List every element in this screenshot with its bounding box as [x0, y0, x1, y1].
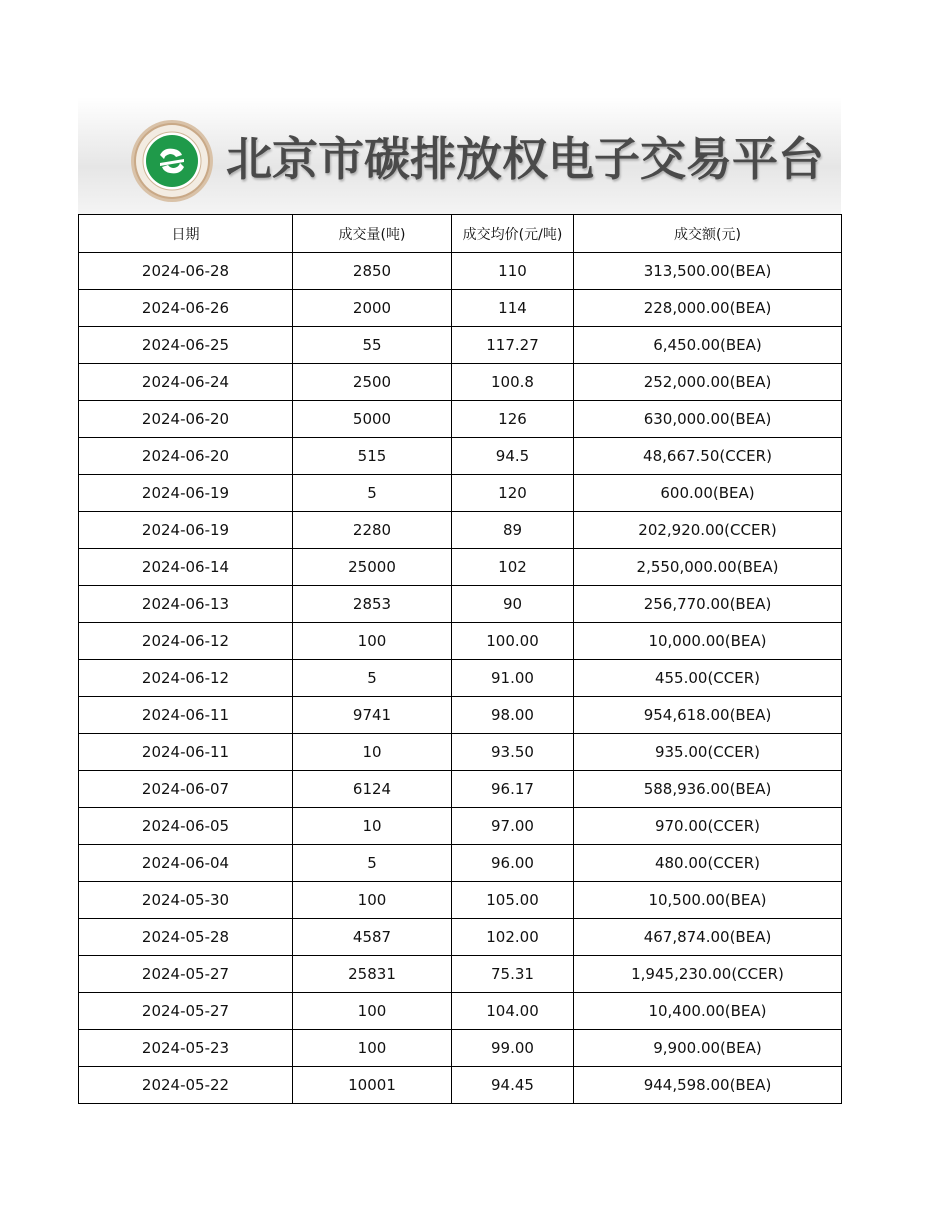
cell-turnover: 9,900.00(BEA): [574, 1030, 842, 1067]
cell-avg-price: 114: [452, 290, 574, 327]
cell-avg-price: 93.50: [452, 734, 574, 771]
cell-date: 2024-06-19: [79, 475, 293, 512]
table-row: [79, 290, 842, 327]
cell-turnover: 467,874.00(BEA): [574, 919, 842, 956]
header-avg-price: 成交均价(元/吨): [452, 215, 574, 253]
cell-volume: 2850: [293, 253, 452, 290]
table-row: [79, 993, 842, 1030]
cell-avg-price: 120: [452, 475, 574, 512]
beijing-carbon-exchange-seal-icon: [130, 119, 214, 203]
cell-avg-price: 98.00: [452, 697, 574, 734]
cell-volume: 2280: [293, 512, 452, 549]
table-row: [79, 364, 842, 401]
table-row: [79, 586, 842, 623]
cell-avg-price: 97.00: [452, 808, 574, 845]
transaction-table: [78, 214, 842, 1104]
platform-title: 北京市碳排放权电子交易平台: [226, 132, 824, 186]
table-row: [79, 327, 842, 364]
cell-date: 2024-05-22: [79, 1067, 293, 1104]
cell-turnover: 228,000.00(BEA): [574, 290, 842, 327]
cell-date: 2024-06-13: [79, 586, 293, 623]
cell-turnover: 48,667.50(CCER): [574, 438, 842, 475]
table-row: [79, 401, 842, 438]
cell-date: 2024-06-28: [79, 253, 293, 290]
table-row: [79, 1067, 842, 1104]
cell-volume: 100: [293, 1030, 452, 1067]
cell-avg-price: 100.8: [452, 364, 574, 401]
cell-volume: 9741: [293, 697, 452, 734]
header-volume: 成交量(吨): [293, 215, 452, 253]
cell-date: 2024-06-20: [79, 401, 293, 438]
table-row: [79, 771, 842, 808]
cell-turnover: 313,500.00(BEA): [574, 253, 842, 290]
cell-avg-price: 96.17: [452, 771, 574, 808]
table-row: [79, 956, 842, 993]
table-row: [79, 919, 842, 956]
cell-avg-price: 99.00: [452, 1030, 574, 1067]
cell-date: 2024-06-19: [79, 512, 293, 549]
header-turnover: 成交额(元): [574, 215, 842, 253]
cell-date: 2024-06-26: [79, 290, 293, 327]
table-row: [79, 882, 842, 919]
cell-volume: 6124: [293, 771, 452, 808]
cell-turnover: 10,400.00(BEA): [574, 993, 842, 1030]
cell-volume: 2853: [293, 586, 452, 623]
cell-date: 2024-06-05: [79, 808, 293, 845]
cell-avg-price: 96.00: [452, 845, 574, 882]
cell-turnover: 954,618.00(BEA): [574, 697, 842, 734]
table-row: [79, 512, 842, 549]
cell-turnover: 1,945,230.00(CCER): [574, 956, 842, 993]
cell-avg-price: 104.00: [452, 993, 574, 1030]
cell-volume: 5: [293, 845, 452, 882]
cell-date: 2024-06-11: [79, 697, 293, 734]
cell-avg-price: 94.5: [452, 438, 574, 475]
cell-date: 2024-06-25: [79, 327, 293, 364]
table-body: [79, 253, 842, 1104]
cell-volume: 25000: [293, 549, 452, 586]
cell-date: 2024-06-12: [79, 660, 293, 697]
cell-avg-price: 105.00: [452, 882, 574, 919]
cell-volume: 10: [293, 808, 452, 845]
cell-turnover: 10,000.00(BEA): [574, 623, 842, 660]
cell-avg-price: 75.31: [452, 956, 574, 993]
table-row: [79, 808, 842, 845]
cell-volume: 5000: [293, 401, 452, 438]
cell-date: 2024-06-20: [79, 438, 293, 475]
cell-date: 2024-06-24: [79, 364, 293, 401]
cell-turnover: 588,936.00(BEA): [574, 771, 842, 808]
cell-avg-price: 117.27: [452, 327, 574, 364]
cell-date: 2024-06-11: [79, 734, 293, 771]
cell-avg-price: 102.00: [452, 919, 574, 956]
cell-volume: 100: [293, 993, 452, 1030]
table-row: [79, 1030, 842, 1067]
cell-turnover: 10,500.00(BEA): [574, 882, 842, 919]
table-row: [79, 438, 842, 475]
cell-turnover: 2,550,000.00(BEA): [574, 549, 842, 586]
cell-date: 2024-06-07: [79, 771, 293, 808]
cell-turnover: 480.00(CCER): [574, 845, 842, 882]
cell-date: 2024-06-14: [79, 549, 293, 586]
table-row: [79, 697, 842, 734]
table-row: [79, 845, 842, 882]
cell-volume: 2000: [293, 290, 452, 327]
cell-turnover: 455.00(CCER): [574, 660, 842, 697]
cell-volume: 55: [293, 327, 452, 364]
cell-turnover: 6,450.00(BEA): [574, 327, 842, 364]
table-row: [79, 660, 842, 697]
cell-date: 2024-05-28: [79, 919, 293, 956]
table-row: [79, 253, 842, 290]
cell-volume: 2500: [293, 364, 452, 401]
table-row: [79, 734, 842, 771]
cell-date: 2024-05-27: [79, 993, 293, 1030]
cell-avg-price: 89: [452, 512, 574, 549]
cell-turnover: 600.00(BEA): [574, 475, 842, 512]
cell-volume: 5: [293, 475, 452, 512]
cell-avg-price: 110: [452, 253, 574, 290]
table-row: [79, 549, 842, 586]
cell-volume: 25831: [293, 956, 452, 993]
cell-turnover: 252,000.00(BEA): [574, 364, 842, 401]
table-row: [79, 623, 842, 660]
cell-date: 2024-06-12: [79, 623, 293, 660]
cell-avg-price: 94.45: [452, 1067, 574, 1104]
cell-volume: 10: [293, 734, 452, 771]
cell-turnover: 202,920.00(CCER): [574, 512, 842, 549]
table-header-row: [79, 215, 842, 253]
header-banner: [78, 97, 841, 214]
cell-avg-price: 102: [452, 549, 574, 586]
cell-turnover: 630,000.00(BEA): [574, 401, 842, 438]
cell-turnover: 256,770.00(BEA): [574, 586, 842, 623]
cell-date: 2024-05-30: [79, 882, 293, 919]
cell-volume: 10001: [293, 1067, 452, 1104]
header-date: 日期: [79, 215, 293, 253]
table-row: [79, 475, 842, 512]
cell-volume: 515: [293, 438, 452, 475]
cell-avg-price: 100.00: [452, 623, 574, 660]
cell-turnover: 970.00(CCER): [574, 808, 842, 845]
cell-date: 2024-06-04: [79, 845, 293, 882]
cell-volume: 5: [293, 660, 452, 697]
cell-date: 2024-05-27: [79, 956, 293, 993]
cell-avg-price: 91.00: [452, 660, 574, 697]
cell-turnover: 935.00(CCER): [574, 734, 842, 771]
cell-turnover: 944,598.00(BEA): [574, 1067, 842, 1104]
cell-volume: 4587: [293, 919, 452, 956]
cell-volume: 100: [293, 623, 452, 660]
cell-volume: 100: [293, 882, 452, 919]
cell-avg-price: 90: [452, 586, 574, 623]
cell-date: 2024-05-23: [79, 1030, 293, 1067]
cell-avg-price: 126: [452, 401, 574, 438]
